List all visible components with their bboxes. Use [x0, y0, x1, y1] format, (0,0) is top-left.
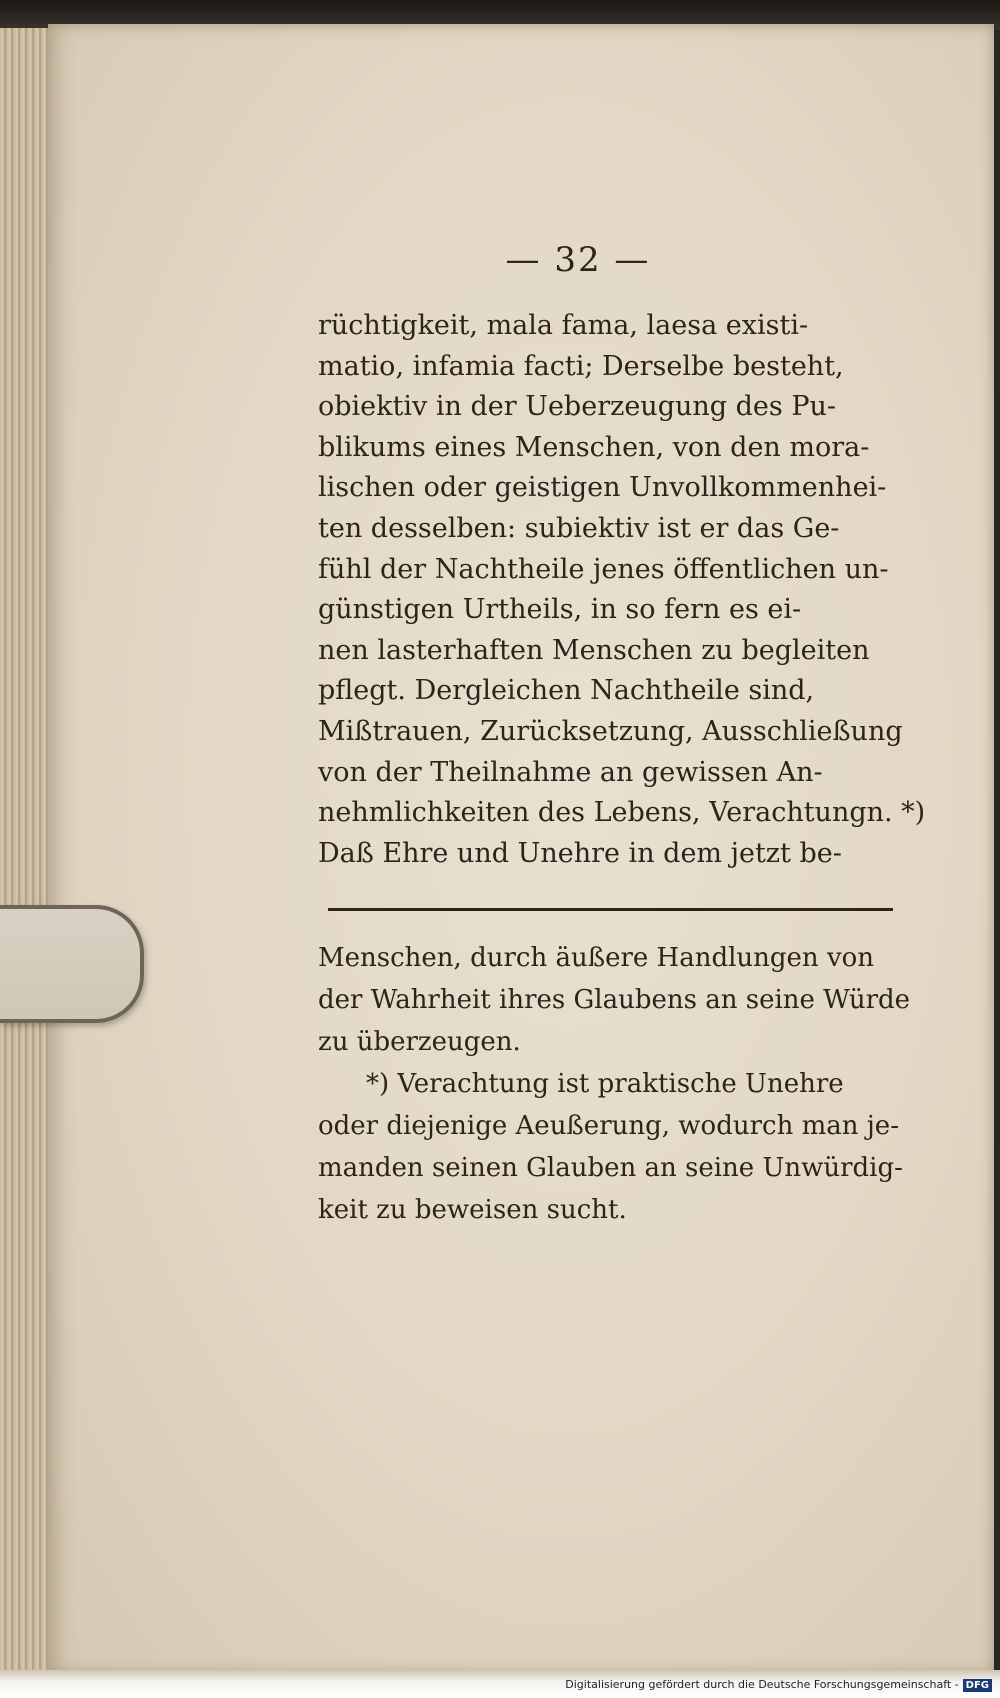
digitization-credit [565, 1678, 992, 1692]
footnote-line: Menschen, durch äußere Handlungen von [318, 943, 875, 974]
footnote-line: keit zu beweisen sucht. [318, 1195, 627, 1226]
main-text [318, 306, 926, 874]
footnote-line: *) Verachtung ist praktische Unehre [366, 1069, 844, 1100]
text-block [318, 240, 926, 1231]
scanner-clamp [0, 905, 144, 1023]
footnote-line: manden seinen Glauben an seine Unwürdig- [318, 1153, 903, 1184]
text-line: matio, infamia facti; Derselbe besteht, [318, 350, 844, 382]
footnote-line: der Wahrheit ihres Glaubens an seine Würde [318, 985, 911, 1016]
credit-text: Digitalisierung gefördert durch die Deutsche Forschungsgemeinschaft - [565, 1678, 959, 1691]
dfg-logo: DFG [963, 1679, 992, 1692]
footnote-divider [328, 908, 893, 911]
text-line: Daß Ehre und Unehre in dem jetzt be- [318, 837, 842, 869]
text-line: von der Theilnahme an gewissen An- [318, 756, 823, 788]
text-line: ten desselben: subiektiv ist er das Ge- [318, 512, 840, 544]
text-line: pflegt. Dergleichen Nachtheile sind, [318, 675, 815, 707]
footnote-line: zu überzeugen. [318, 1027, 521, 1058]
text-line: lischen oder geistigen Unvollkommenhei- [318, 472, 887, 504]
text-line: obiektiv in der Ueberzeugung des Pu- [318, 391, 836, 423]
text-line: rüchtigkeit, mala fama, laesa existi- [318, 310, 809, 341]
text-line: blikums eines Menschen, von den mora- [318, 431, 870, 463]
text-line: nehmlichkeiten des Lebens, Verachtungn. *) [318, 797, 926, 829]
text-line: günstigen Urtheils, in so fern es ei- [318, 594, 802, 626]
text-line: Mißtrauen, Zurücksetzung, Ausschließung [318, 715, 903, 747]
footnotes [318, 937, 911, 1231]
text-line: nen lasterhaften Menschen zu begleiten [318, 634, 870, 666]
footnote-line: oder diejenige Aeußerung, wodurch man je- [318, 1111, 899, 1142]
page-number: — 32 — [505, 240, 651, 280]
text-line: fühl der Nachtheile jenes öffentlichen un- [318, 553, 889, 585]
